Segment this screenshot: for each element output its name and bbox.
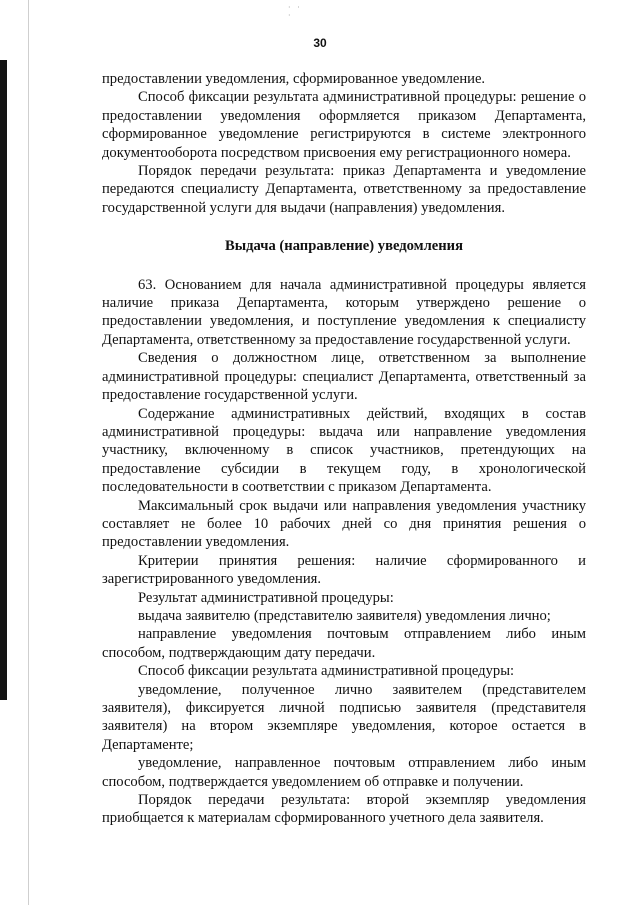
paragraph: направление уведомления почтовым отправлением либо иным способом, подтверждающим дату передачи. bbox=[102, 626, 586, 661]
page-number: 30 bbox=[313, 36, 327, 50]
paragraph: Сведения о должностном лице, ответственном за выполнение административной процедуры: специалист Департамента, ответственный за предоставление государственной услуги. bbox=[102, 350, 586, 404]
paragraph: выдача заявителю (представителю заявителя) уведомления лично; bbox=[138, 607, 551, 624]
paragraph: Максимальный срок выдачи или направления уведомления участнику составляет не более 10 рабочих дней со дня принятия решения о предоставлении уведомления. bbox=[102, 497, 586, 551]
section-heading: Выдача (направление) уведомления bbox=[225, 238, 463, 255]
scan-fold-line bbox=[28, 0, 29, 905]
paragraph: уведомление, направленное почтовым отправлением либо иным способом, подтверждается уведомлением об отправке и получении. bbox=[102, 755, 586, 790]
paragraph: Критерии принятия решения: наличие сформированного и зарегистрированного уведомления. bbox=[102, 552, 586, 588]
paragraph: уведомление, полученное лично заявителем (представителем заявителя), фиксируется личной подписью заявителя (представителя заявителя) на втором экземпляре уведомления, которое остается в Департаменте; bbox=[102, 681, 586, 753]
scan-noise: · · · bbox=[288, 3, 302, 20]
paragraph: Порядок передачи результата: второй экземпляр уведомления приобщается к материалам сформированного учетного дела заявителя. bbox=[102, 792, 586, 827]
document-body bbox=[102, 70, 586, 828]
scan-edge-shadow bbox=[0, 60, 7, 700]
paragraph: 63. Основанием для начала административной процедуры является наличие приказа Департамента, которым утверждено решение о предоставлении уведомления, и поступление уведомления к специалисту Департамента, ответственному за предоставление государственной услуги. bbox=[102, 276, 586, 348]
paragraph-continuation: предоставлении уведомления, сформированное уведомление. bbox=[102, 71, 486, 87]
paragraph: Способ фиксации результата административной процедуры: решение о предоставлении уведомления оформляется приказом Департамента, сформированное уведомление регистрируются в системе электронного документооборота посредством присвоения ему регистрационного номера. bbox=[102, 89, 586, 161]
paragraph: Содержание административных действий, входящих в состав административной процедуры: выдача или направление уведомления участнику, включенному в список участников, претендующих на предоставление субсидии в текущем году, в хронологической последовательности в соответствии с приказом Департамента. bbox=[102, 405, 586, 496]
paragraph: Порядок передачи результата: приказ Департамента и уведомление передаются специалисту Департамента, ответственному за предоставление государственной услуги для выдачи (направления) уведомления. bbox=[102, 163, 586, 216]
paragraph: Способ фиксации результата административной процедуры: bbox=[138, 663, 515, 680]
paragraph: Результат административной процедуры: bbox=[138, 589, 394, 606]
